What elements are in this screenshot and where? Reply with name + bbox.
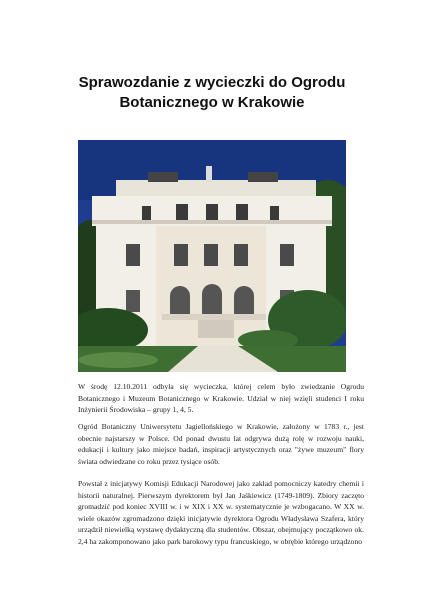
title-line-1: Sprawozdanie z wycieczki do Ogrodu: [78, 74, 346, 91]
title-line-2: Botanicznego w Krakowie: [119, 94, 305, 111]
paragraph-2: Ogród Botaniczny Uniwersytetu Jagiellońskiego w Krakowie, założony w 1783 r., jest obecnie najstarszy w Polsce. Od ponad dwustu lat odgrywa dużą rolę w rozwoju nauki, edukacji i kultury jako miejsce badań, inspiracji artystycznych oraz "żywe muzeum" flory świata odwiedzane co roku przez tysiące osób.: [78, 422, 364, 466]
paragraph-3: Powstał z inicjatywy Komisji Edukacji Narodowej jako zakład pomocniczy katedry chemii i historii naturalnej. Pierwszym dyrektorem był Jan Jaśkiewicz (1749-1809). Zbiory zaczęto gromadzić pod koniec XVIII w. i w XIX i XX w. systematycznie je wzbogacano. W XX w. wiele okazów zgromadzono dzięki inicjatywie dyrektora Ogrodu Władysława Szafera, który urządził niewielką wystawę dydaktyczną dla studentów. Obszar, obejmujący początkowo ok. 2,4 ha zakomponowano jako park barokowy typu francuskiego, w obrębie którego urządzono: [78, 479, 364, 546]
document-title: [40, 73, 384, 113]
manor-building-photo: [78, 140, 346, 372]
paragraph-1: W środę 12.10.2011 odbyła się wycieczka, której celem było zwiedzanie Ogrodu Botanicznego i Muzeum Botanicznego w Krakowie. Udział w niej wzięli studenci I roku Inżynierii Środowiska – grupy 1, 4, 5.: [78, 382, 364, 415]
